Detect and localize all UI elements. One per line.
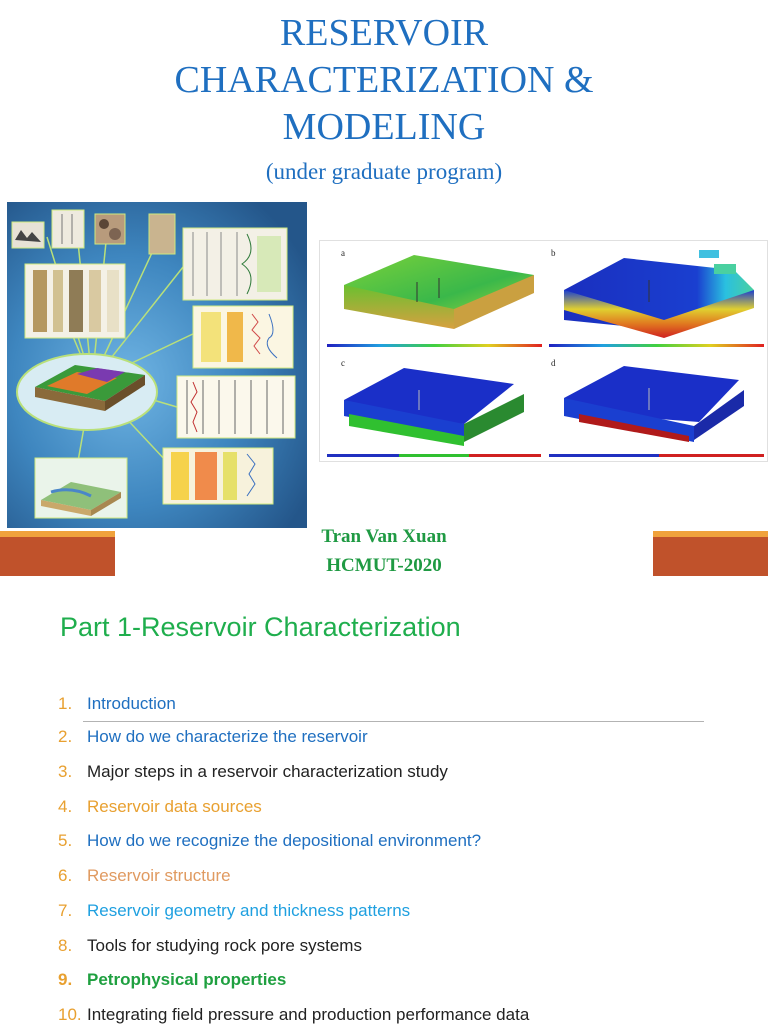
list-item-number: 4. [58,797,73,816]
list-item-number: 2. [58,727,73,746]
title-line: MODELING [282,106,486,148]
workflow-diagram-image [7,202,307,528]
institution-year: HCMUT-2020 [326,555,442,576]
list-item-text: Integrating field pressure and production performance data [87,1005,530,1024]
list-item-number: 3. [58,762,73,781]
list-item [58,694,176,714]
accent-stripe [653,531,768,537]
list-item [58,797,262,817]
list-item-text: Major steps in a reservoir characterization study [87,762,448,781]
list-item-text: How do we recognize the depositional environment? [87,831,482,850]
slide-title [0,10,768,151]
part-title: Part 1-Reservoir Characterization [60,612,461,642]
list-item [58,831,481,851]
list-item-number: 6. [58,866,73,885]
list-item-text: Reservoir geometry and thickness patterns [87,901,411,920]
slide-subtitle: (under graduate program) [265,159,503,184]
list-item [58,866,231,886]
title-line: RESERVOIR [279,12,489,54]
right-accent-bar [653,531,768,576]
divider-line [83,721,704,722]
list-item-text: Petrophysical properties [87,970,287,989]
panel-label-c: c [341,358,345,368]
list-item [58,1005,529,1024]
left-accent-bar [0,531,115,576]
panel-label-d: d [551,358,556,368]
panel-label-a: a [341,248,345,258]
list-item-number: 5. [58,831,73,850]
list-item-number: 8. [58,936,73,955]
list-item [58,901,410,921]
list-item-text: Reservoir data sources [87,797,262,816]
list-item-text: Reservoir structure [87,866,231,885]
panel-label-b: b [551,248,556,258]
list-item-number: 10. [58,1005,82,1024]
list-item-number: 1. [58,694,73,713]
accent-stripe [0,531,115,537]
list-item-number: 7. [58,901,73,920]
list-item [58,762,448,782]
list-item [58,727,368,747]
reservoir-models-figure [319,240,768,462]
list-item-text: How do we characterize the reservoir [87,727,368,746]
list-item-text: Introduction [87,694,176,713]
list-item-number: 9. [58,970,73,989]
list-item-text: Tools for studying rock pore systems [87,936,362,955]
title-line: CHARACTERIZATION & [174,59,594,101]
author-name: Tran Van Xuan [321,526,447,547]
list-item [58,936,362,956]
list-item [58,970,286,990]
contents-slide [0,576,768,1024]
